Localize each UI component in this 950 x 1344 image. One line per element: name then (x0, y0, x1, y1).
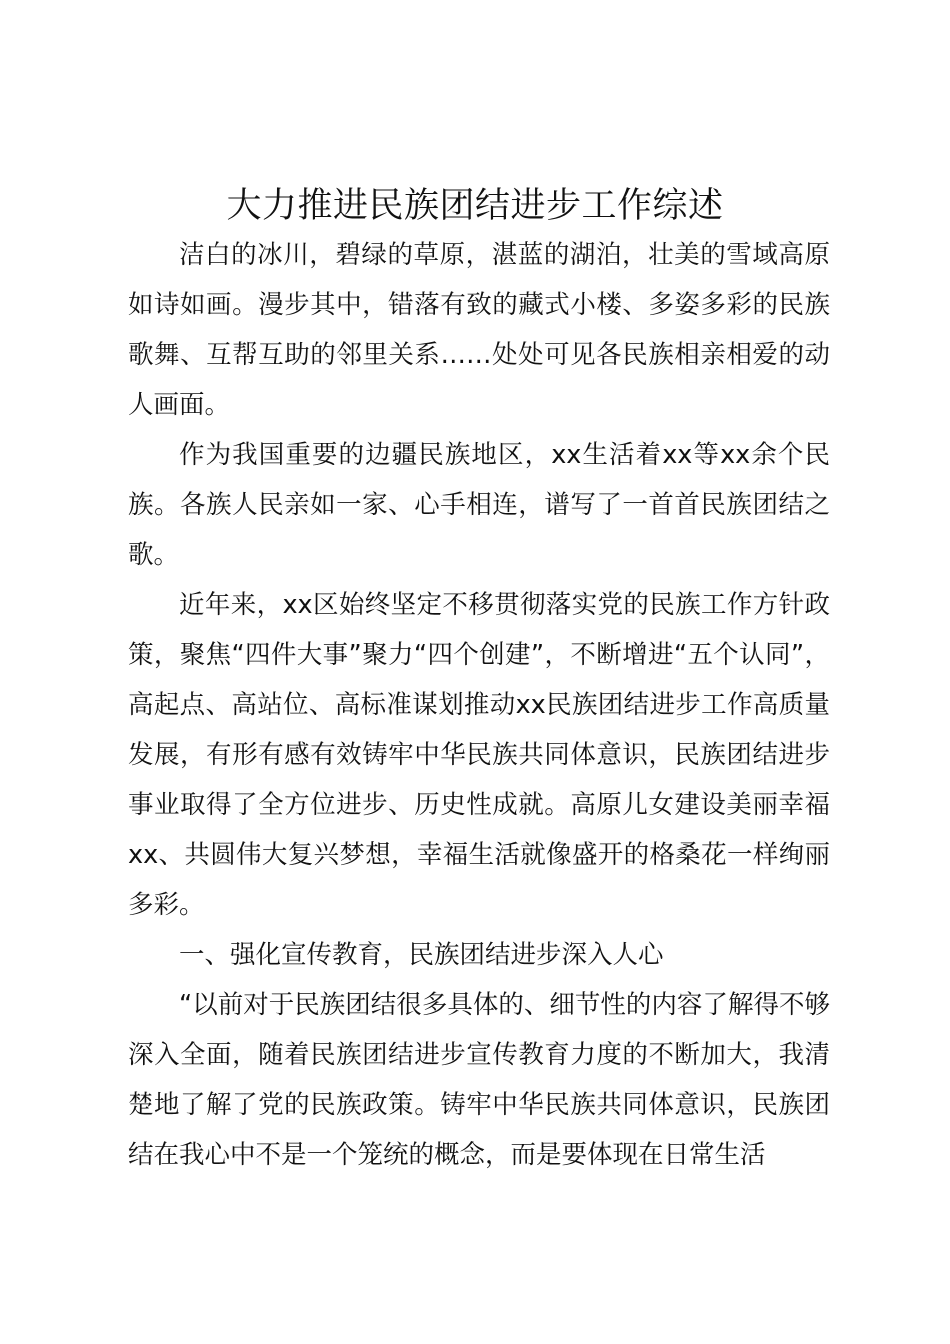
paragraph-intro: 洁白的冰川，碧绿的草原，湛蓝的湖泊，壮美的雪域高原如诗如画。漫步其中，错落有致的藏式小楼、多姿多彩的民族歌舞、互帮互助的邻里关系……处处可见各民族相亲相爱的动人画面。 (128, 240, 830, 420)
paragraph-region: 作为我国重要的边疆民族地区，xx生活着xx等xx余个民族。各族人民亲如一家、心手相连，谱写了一首首民族团结之歌。 (128, 440, 830, 570)
paragraph-recent-years: 近年来，xx区始终坚定不移贯彻落实党的民族工作方针政策，聚焦“四件大事”聚力“四个创建”，不断增进“五个认同”，高起点、高站位、高标准谋划推动xx民族团结进步工作高质量发展，有形有感有效铸牢中华民族共同体意识，民族团结进步事业取得了全方位进步、历史性成就。高原儿女建设美丽幸福xx、共圆伟大复兴梦想，幸福生活就像盛开的格桑花一样绚丽多彩。 (128, 590, 830, 920)
paragraph-quote: “以前对于民族团结很多具体的、细节性的内容了解得不够深入全面，随着民族团结进步宣传教育力度的不断加大，我清楚地了解了党的民族政策。铸牢中华民族共同体意识，民族团结在我心中不是一个笼统的概念，而是要体现在日常生活 (128, 990, 830, 1170)
document-body (128, 230, 830, 1180)
document-title: 大力推进民族团结进步工作综述 (226, 186, 724, 226)
section-heading-1: 一、强化宣传教育，民族团结进步深入人心 (179, 940, 664, 970)
